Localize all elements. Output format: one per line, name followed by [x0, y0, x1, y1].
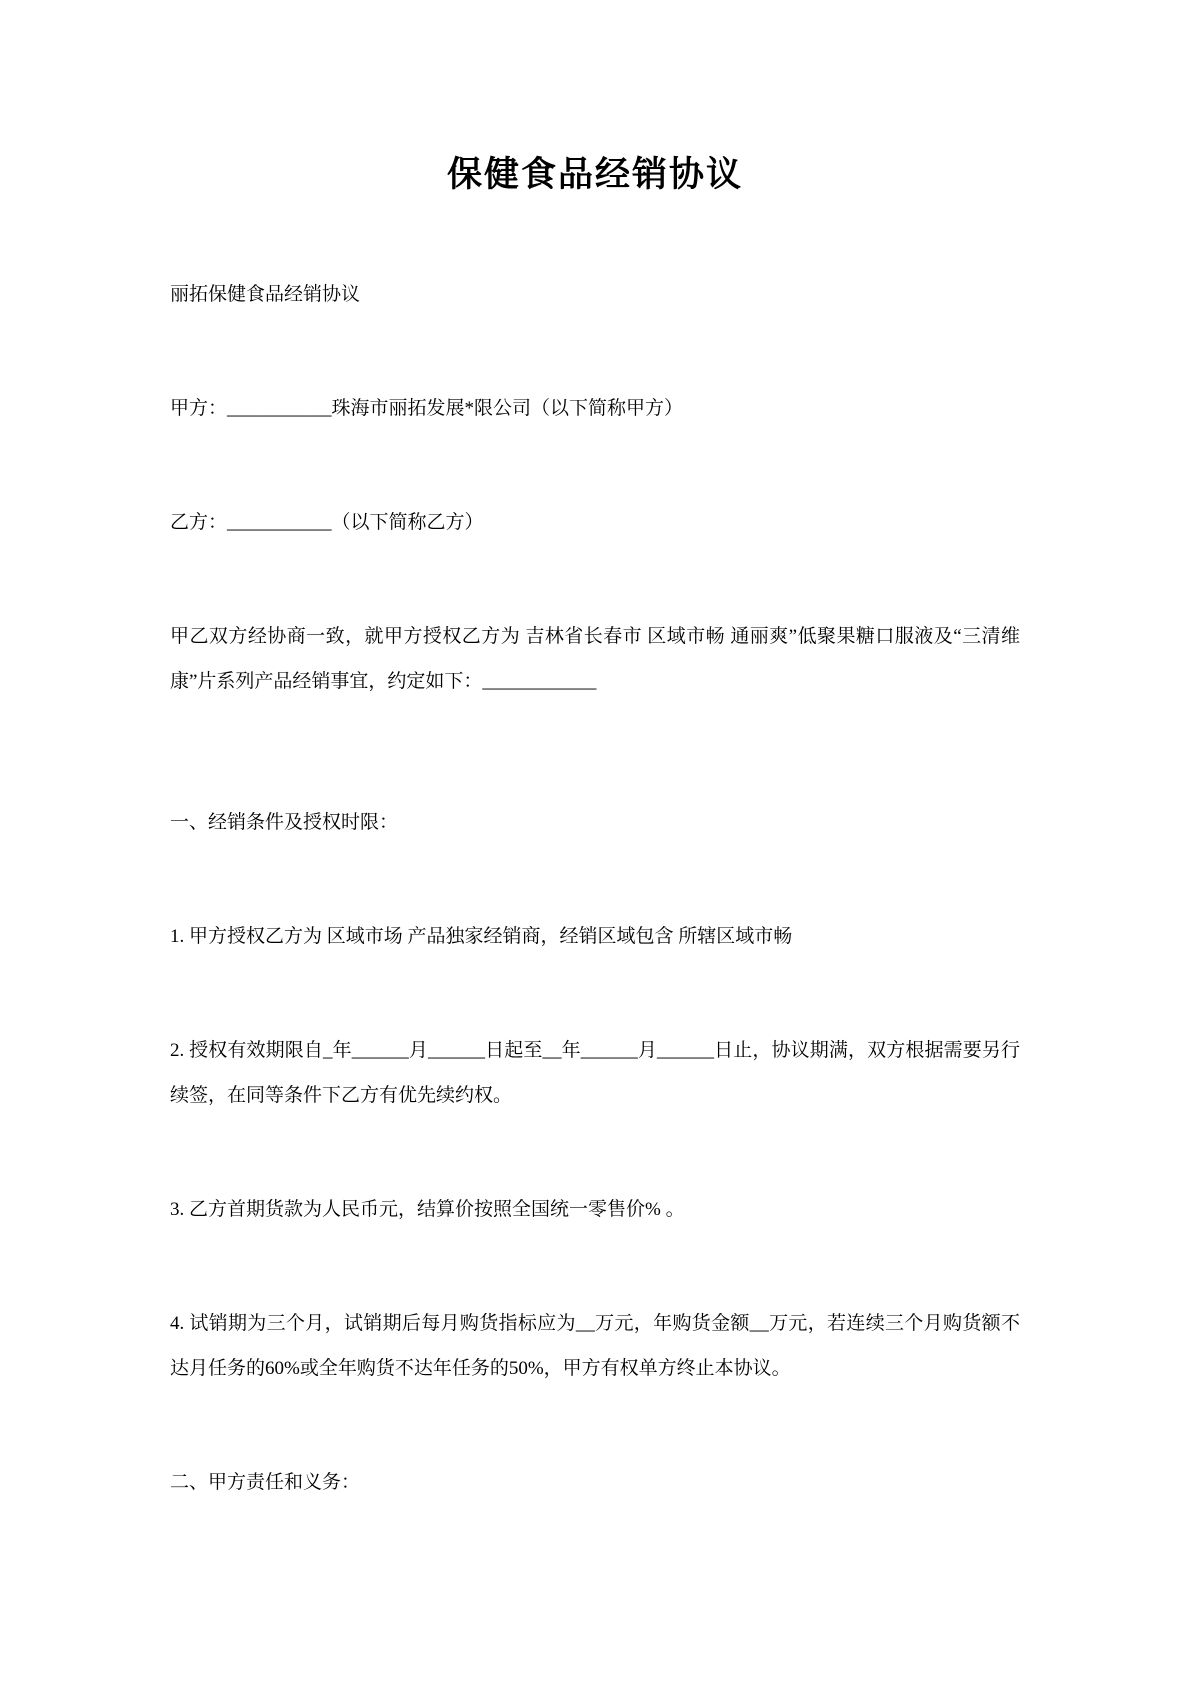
contract-item-4: 4. 试销期为三个月，试销期后每月购货指标应为__万元，年购货金额__万元，若连续三个月购货额不达月任务的60%或全年购货不达年任务的50%，甲方有权单方终止本协议。	[170, 1313, 1020, 1379]
document-subtitle: 丽拓保健食品经销协议	[170, 284, 361, 305]
contract-item-2: 2. 授权有效期限自_年______月______日起至__年______月______日止，协议期满，双方根据需要另行续签，在同等条件下乙方有优先续约权。	[170, 1040, 1020, 1106]
page-title: 保健食品经销协议	[446, 155, 743, 194]
party-b-line: 乙方：___________（以下简称乙方）	[170, 512, 484, 533]
party-a-line: 甲方：___________珠海市丽拓发展*限公司（以下简称甲方）	[170, 398, 684, 419]
contract-item-3: 3. 乙方首期货款为人民币元，结算价按照全国统一零售价% 。	[170, 1199, 685, 1220]
section-2-heading: 二、甲方责任和义务：	[170, 1472, 361, 1493]
section-1-heading: 一、经销条件及授权时限：	[170, 812, 399, 833]
intro-paragraph: 甲乙双方经协商一致，就甲方授权乙方为 吉林省长春市 区域市畅 通丽爽”低聚果糖口服液及“三清维康”片系列产品经销事宜，约定如下：____________	[170, 626, 1020, 692]
contract-item-1: 1. 甲方授权乙方为 区域市场 产品独家经销商，经销区域包含 所辖区域市畅	[170, 926, 793, 947]
